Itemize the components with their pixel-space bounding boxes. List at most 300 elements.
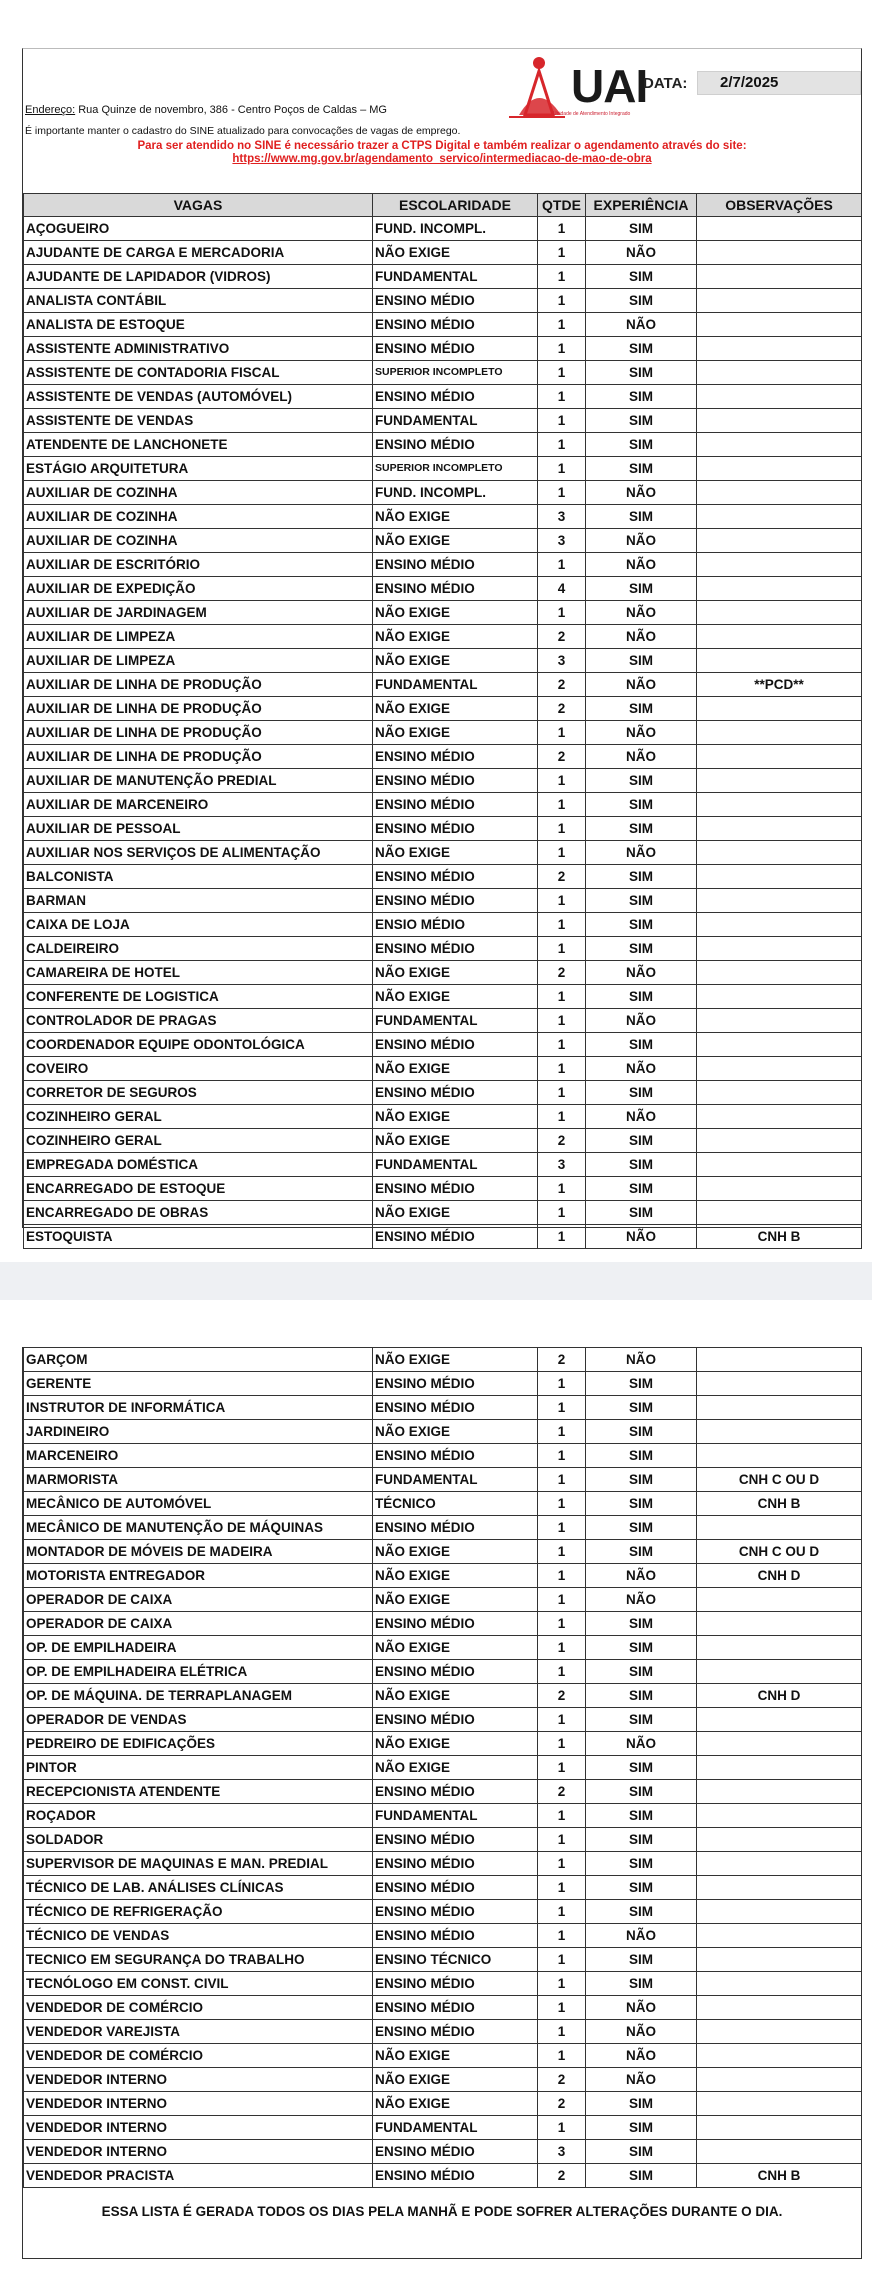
experience-cell: NÃO (586, 601, 697, 625)
table-row (24, 241, 862, 265)
table-row (24, 745, 862, 769)
job-title-cell: ESTOQUISTA (24, 1225, 373, 1249)
quantity-cell: 1 (538, 601, 586, 625)
table-row (24, 673, 862, 697)
education-cell: NÃO EXIGE (373, 1564, 538, 1588)
table-row (24, 649, 862, 673)
table-row (24, 1708, 862, 1732)
education-cell: ENSINO MÉDIO (373, 337, 538, 361)
education-cell: ENSINO MÉDIO (373, 1033, 538, 1057)
job-title-cell: COZINHEIRO GERAL (24, 1105, 373, 1129)
notes-cell (697, 1420, 862, 1444)
quantity-cell: 1 (538, 1804, 586, 1828)
education-cell: TÉCNICO (373, 1492, 538, 1516)
job-title-cell: AUXILIAR DE LINHA DE PRODUÇÃO (24, 745, 373, 769)
table-row (24, 1828, 862, 1852)
quantity-cell: 1 (538, 1105, 586, 1129)
table-row (24, 793, 862, 817)
quantity-cell: 1 (538, 1636, 586, 1660)
experience-cell: SIM (586, 409, 697, 433)
notes-cell (697, 1081, 862, 1105)
job-title-cell: ASSISTENTE ADMINISTRATIVO (24, 337, 373, 361)
table-row (24, 1081, 862, 1105)
alert-line: Para ser atendido no SINE é necessário trazer a CTPS Digital e também realizar o agendamento através do site: (137, 140, 747, 152)
notes-cell (697, 601, 862, 625)
notes-cell (697, 1828, 862, 1852)
quantity-cell: 1 (538, 553, 586, 577)
experience-cell: NÃO (586, 481, 697, 505)
table-row (24, 2164, 862, 2188)
table-row (24, 505, 862, 529)
experience-cell: SIM (586, 865, 697, 889)
quantity-cell: 2 (538, 625, 586, 649)
notes-cell (697, 1996, 862, 2020)
job-title-cell: ESTÁGIO ARQUITETURA (24, 457, 373, 481)
table-row (24, 1876, 862, 1900)
education-cell: ENSINO MÉDIO (373, 865, 538, 889)
quantity-cell: 1 (538, 2044, 586, 2068)
quantity-cell: 2 (538, 961, 586, 985)
experience-cell: SIM (586, 649, 697, 673)
notes-cell (697, 217, 862, 241)
notes-cell (697, 889, 862, 913)
notes-cell (697, 937, 862, 961)
quantity-cell: 1 (538, 2020, 586, 2044)
table-row (24, 1444, 862, 1468)
quantity-cell: 1 (538, 1924, 586, 1948)
notes-cell (697, 1033, 862, 1057)
footer-note: ESSA LISTA É GERADA TODOS OS DIAS PELA MANHÃ E PODE SOFRER ALTERAÇÕES DURANTE O DIA. (101, 2204, 783, 2219)
job-title-cell: VENDEDOR PRACISTA (24, 2164, 373, 2188)
job-title-cell: CONFERENTE DE LOGISTICA (24, 985, 373, 1009)
quantity-cell: 1 (538, 409, 586, 433)
notes-cell: CNH B (697, 1492, 862, 1516)
education-cell: FUNDAMENTAL (373, 1804, 538, 1828)
job-title-cell: ANALISTA DE ESTOQUE (24, 313, 373, 337)
quantity-cell: 2 (538, 2092, 586, 2116)
education-cell: SUPERIOR INCOMPLETO (373, 361, 538, 385)
notes-cell (697, 1105, 862, 1129)
education-cell: NÃO EXIGE (373, 1057, 538, 1081)
job-title-cell: MARCENEIRO (24, 1444, 373, 1468)
experience-cell: SIM (586, 937, 697, 961)
education-cell: NÃO EXIGE (373, 1636, 538, 1660)
job-title-cell: RECEPCIONISTA ATENDENTE (24, 1780, 373, 1804)
experience-cell: SIM (586, 1540, 697, 1564)
table-row (24, 1348, 862, 1372)
table-row (24, 1420, 862, 1444)
logo-text: UAI (571, 60, 648, 112)
quantity-cell: 3 (538, 505, 586, 529)
quantity-cell: 1 (538, 1996, 586, 2020)
experience-cell: NÃO (586, 553, 697, 577)
notes-cell (697, 1348, 862, 1372)
experience-cell: SIM (586, 769, 697, 793)
date-value: 2/7/2025 (697, 71, 861, 95)
education-cell: NÃO EXIGE (373, 2092, 538, 2116)
quantity-cell: 1 (538, 1900, 586, 1924)
table-row (24, 361, 862, 385)
job-title-cell: ROÇADOR (24, 1804, 373, 1828)
table-row (24, 1780, 862, 1804)
quantity-cell: 1 (538, 385, 586, 409)
table-header-row (24, 194, 862, 217)
education-cell: ENSINO MÉDIO (373, 1396, 538, 1420)
table-row (24, 1804, 862, 1828)
notes-cell (697, 1852, 862, 1876)
jobs-table-body (24, 217, 862, 1249)
header-observacoes: OBSERVAÇÕES (697, 194, 862, 217)
education-cell: ENSINO MÉDIO (373, 937, 538, 961)
education-cell: FUNDAMENTAL (373, 1468, 538, 1492)
notes-cell (697, 265, 862, 289)
education-cell: NÃO EXIGE (373, 985, 538, 1009)
notes-cell (697, 865, 862, 889)
job-title-cell: AUXILIAR DE MANUTENÇÃO PREDIAL (24, 769, 373, 793)
experience-cell: SIM (586, 1516, 697, 1540)
header-escolaridade: ESCOLARIDADE (373, 194, 538, 217)
education-cell: FUNDAMENTAL (373, 1009, 538, 1033)
notes-cell (697, 745, 862, 769)
quantity-cell: 1 (538, 1828, 586, 1852)
job-title-cell: VENDEDOR DE COMÉRCIO (24, 2044, 373, 2068)
job-title-cell: ASSISTENTE DE VENDAS (24, 409, 373, 433)
job-title-cell: CORRETOR DE SEGUROS (24, 1081, 373, 1105)
education-cell: SUPERIOR INCOMPLETO (373, 457, 538, 481)
education-cell: NÃO EXIGE (373, 625, 538, 649)
quantity-cell: 1 (538, 217, 586, 241)
education-cell: ENSINO TÉCNICO (373, 1948, 538, 1972)
experience-cell: SIM (586, 265, 697, 289)
table-row (24, 1948, 862, 1972)
quantity-cell: 3 (538, 1153, 586, 1177)
education-cell: NÃO EXIGE (373, 649, 538, 673)
education-cell: NÃO EXIGE (373, 1756, 538, 1780)
job-title-cell: GARÇOM (24, 1348, 373, 1372)
notes-cell (697, 1177, 862, 1201)
job-title-cell: OP. DE EMPILHADEIRA (24, 1636, 373, 1660)
job-title-cell: OPERADOR DE CAIXA (24, 1588, 373, 1612)
experience-cell: NÃO (586, 2020, 697, 2044)
quantity-cell: 2 (538, 697, 586, 721)
notes-cell (697, 769, 862, 793)
quantity-cell: 1 (538, 985, 586, 1009)
table-row (24, 1516, 862, 1540)
education-cell: ENSINO MÉDIO (373, 1444, 538, 1468)
header-qtde: QTDE (538, 194, 586, 217)
quantity-cell: 1 (538, 2116, 586, 2140)
table-row (24, 1057, 862, 1081)
job-title-cell: AJUDANTE DE CARGA E MERCADORIA (24, 241, 373, 265)
experience-cell: SIM (586, 1684, 697, 1708)
table-row (24, 721, 862, 745)
experience-cell: SIM (586, 1033, 697, 1057)
quantity-cell: 1 (538, 241, 586, 265)
quantity-cell: 1 (538, 1588, 586, 1612)
notes-cell (697, 385, 862, 409)
quantity-cell: 1 (538, 1948, 586, 1972)
quantity-cell: 1 (538, 889, 586, 913)
job-title-cell: SUPERVISOR DE MAQUINAS E MAN. PREDIAL (24, 1852, 373, 1876)
notes-cell (697, 313, 862, 337)
education-cell: ENSINO MÉDIO (373, 1612, 538, 1636)
job-title-cell: MECÂNICO DE MANUTENÇÃO DE MÁQUINAS (24, 1516, 373, 1540)
quantity-cell: 1 (538, 1516, 586, 1540)
quantity-cell: 1 (538, 361, 586, 385)
notes-cell (697, 1057, 862, 1081)
table-row (24, 2092, 862, 2116)
notes-cell (697, 1660, 862, 1684)
notes-cell (697, 1372, 862, 1396)
quantity-cell: 1 (538, 1057, 586, 1081)
experience-cell: SIM (586, 1177, 697, 1201)
experience-cell: NÃO (586, 2068, 697, 2092)
education-cell: NÃO EXIGE (373, 1201, 538, 1225)
experience-cell: NÃO (586, 1924, 697, 1948)
job-title-cell: MECÂNICO DE AUTOMÓVEL (24, 1492, 373, 1516)
notice-text: É importante manter o cadastro do SINE atualizado para convocações de vagas de emprego. (25, 125, 461, 137)
job-title-cell: AUXILIAR DE COZINHA (24, 505, 373, 529)
table-row (24, 1732, 862, 1756)
table-row (24, 1468, 862, 1492)
quantity-cell: 1 (538, 1708, 586, 1732)
notes-cell (697, 2116, 862, 2140)
table-row (24, 457, 862, 481)
education-cell: ENSINO MÉDIO (373, 433, 538, 457)
job-title-cell: INSTRUTOR DE INFORMÁTICA (24, 1396, 373, 1420)
quantity-cell: 1 (538, 793, 586, 817)
quantity-cell: 1 (538, 1540, 586, 1564)
experience-cell: SIM (586, 1153, 697, 1177)
experience-cell: NÃO (586, 745, 697, 769)
notes-cell (697, 1972, 862, 1996)
table-row (24, 2116, 862, 2140)
notes-cell (697, 2092, 862, 2116)
quantity-cell: 1 (538, 841, 586, 865)
notes-cell (697, 985, 862, 1009)
quantity-cell: 1 (538, 1009, 586, 1033)
education-cell: NÃO EXIGE (373, 1588, 538, 1612)
notes-cell: CNH B (697, 1225, 862, 1249)
job-title-cell: VENDEDOR VAREJISTA (24, 2020, 373, 2044)
experience-cell: SIM (586, 1972, 697, 1996)
notes-cell (697, 433, 862, 457)
education-cell: ENSINO MÉDIO (373, 793, 538, 817)
experience-cell: NÃO (586, 313, 697, 337)
quantity-cell: 1 (538, 1033, 586, 1057)
job-title-cell: OPERADOR DE VENDAS (24, 1708, 373, 1732)
table-row (24, 865, 862, 889)
quantity-cell: 1 (538, 1732, 586, 1756)
experience-cell: NÃO (586, 1009, 697, 1033)
quantity-cell: 1 (538, 1225, 586, 1249)
education-cell: ENSINO MÉDIO (373, 1924, 538, 1948)
experience-cell: SIM (586, 1900, 697, 1924)
education-cell: ENSINO MÉDIO (373, 385, 538, 409)
address-label: Endereço: (25, 104, 76, 116)
table-row (24, 1225, 862, 1249)
table-row (24, 2044, 862, 2068)
education-cell: NÃO EXIGE (373, 1105, 538, 1129)
alert-text (23, 140, 861, 166)
experience-cell: SIM (586, 1201, 697, 1225)
job-title-cell: MARMORISTA (24, 1468, 373, 1492)
experience-cell: SIM (586, 1660, 697, 1684)
job-title-cell: TÉCNICO DE LAB. ANÁLISES CLÍNICAS (24, 1876, 373, 1900)
table-row (24, 601, 862, 625)
notes-cell (697, 1804, 862, 1828)
table-row (24, 409, 862, 433)
header-experiencia: EXPERIÊNCIA (586, 194, 697, 217)
education-cell: FUNDAMENTAL (373, 265, 538, 289)
job-title-cell: AUXILIAR NOS SERVIÇOS DE ALIMENTAÇÃO (24, 841, 373, 865)
table-row (24, 1636, 862, 1660)
experience-cell: SIM (586, 1756, 697, 1780)
job-title-cell: CALDEIREIRO (24, 937, 373, 961)
notes-cell (697, 409, 862, 433)
education-cell: FUNDAMENTAL (373, 673, 538, 697)
quantity-cell: 1 (538, 1468, 586, 1492)
education-cell: ENSINO MÉDIO (373, 2140, 538, 2164)
experience-cell: SIM (586, 2164, 697, 2188)
quantity-cell: 1 (538, 1492, 586, 1516)
quantity-cell: 1 (538, 1444, 586, 1468)
notes-cell (697, 1780, 862, 1804)
notes-cell (697, 1708, 862, 1732)
experience-cell: SIM (586, 1612, 697, 1636)
table-row (24, 1756, 862, 1780)
experience-cell: SIM (586, 1948, 697, 1972)
education-cell: FUNDAMENTAL (373, 1153, 538, 1177)
notes-cell (697, 505, 862, 529)
notes-cell (697, 337, 862, 361)
job-title-cell: AUXILIAR DE MARCENEIRO (24, 793, 373, 817)
experience-cell: SIM (586, 697, 697, 721)
job-title-cell: COVEIRO (24, 1057, 373, 1081)
job-title-cell: COZINHEIRO GERAL (24, 1129, 373, 1153)
experience-cell: NÃO (586, 529, 697, 553)
job-list-page-1 (22, 48, 862, 1244)
job-title-cell: VENDEDOR INTERNO (24, 2068, 373, 2092)
experience-cell: SIM (586, 985, 697, 1009)
job-title-cell: ENCARREGADO DE ESTOQUE (24, 1177, 373, 1201)
notes-cell (697, 1009, 862, 1033)
experience-cell: SIM (586, 1129, 697, 1153)
table-row (24, 697, 862, 721)
notes-cell (697, 2068, 862, 2092)
job-title-cell: TÉCNICO DE VENDAS (24, 1924, 373, 1948)
table-row (24, 1492, 862, 1516)
notes-cell (697, 649, 862, 673)
job-title-cell: CAIXA DE LOJA (24, 913, 373, 937)
education-cell: ENSINO MÉDIO (373, 1852, 538, 1876)
header-vagas: VAGAS (24, 194, 373, 217)
job-title-cell: AUXILIAR DE COZINHA (24, 481, 373, 505)
education-cell: ENSINO MÉDIO (373, 2164, 538, 2188)
education-cell: ENSINO MÉDIO (373, 313, 538, 337)
quantity-cell: 1 (538, 721, 586, 745)
job-title-cell: AUXILIAR DE LIMPEZA (24, 649, 373, 673)
table-row (24, 1900, 862, 1924)
quantity-cell: 2 (538, 745, 586, 769)
education-cell: ENSINO MÉDIO (373, 2020, 538, 2044)
scheduling-link[interactable]: https://www.mg.gov.br/agendamento_servico/intermediacao-de-mao-de-obra (232, 153, 652, 165)
experience-cell: NÃO (586, 673, 697, 697)
table-row (24, 1852, 862, 1876)
notes-cell (697, 721, 862, 745)
education-cell: ENSINO MÉDIO (373, 1660, 538, 1684)
education-cell: ENSINO MÉDIO (373, 1225, 538, 1249)
experience-cell: SIM (586, 889, 697, 913)
job-title-cell: AJUDANTE DE LAPIDADOR (VIDROS) (24, 265, 373, 289)
education-cell: FUND. INCOMPL. (373, 217, 538, 241)
experience-cell: SIM (586, 1372, 697, 1396)
job-title-cell: CAMAREIRA DE HOTEL (24, 961, 373, 985)
experience-cell: SIM (586, 1492, 697, 1516)
quantity-cell: 1 (538, 937, 586, 961)
job-title-cell: SOLDADOR (24, 1828, 373, 1852)
table-row (24, 1924, 862, 1948)
experience-cell: SIM (586, 1444, 697, 1468)
table-row (24, 1588, 862, 1612)
table-row (24, 553, 862, 577)
table-row (24, 1105, 862, 1129)
education-cell: ENSINO MÉDIO (373, 577, 538, 601)
notes-cell: CNH D (697, 1564, 862, 1588)
education-cell: NÃO EXIGE (373, 961, 538, 985)
notes-cell (697, 1900, 862, 1924)
address-value: Rua Quinze de novembro, 386 - Centro Poços de Caldas – MG (75, 104, 387, 116)
education-cell: NÃO EXIGE (373, 241, 538, 265)
quantity-cell: 1 (538, 433, 586, 457)
experience-cell: SIM (586, 385, 697, 409)
job-title-cell: ASSISTENTE DE CONTADORIA FISCAL (24, 361, 373, 385)
quantity-cell: 1 (538, 289, 586, 313)
job-title-cell: ASSISTENTE DE VENDAS (AUTOMÓVEL) (24, 385, 373, 409)
quantity-cell: 1 (538, 1201, 586, 1225)
table-row (24, 625, 862, 649)
job-title-cell: VENDEDOR INTERNO (24, 2116, 373, 2140)
experience-cell: SIM (586, 1708, 697, 1732)
education-cell: NÃO EXIGE (373, 1540, 538, 1564)
table-row (24, 841, 862, 865)
notes-cell (697, 1948, 862, 1972)
table-row (24, 529, 862, 553)
jobs-table-page-2 (23, 1347, 862, 2188)
table-row (24, 985, 862, 1009)
table-row (24, 1129, 862, 1153)
document-header (23, 49, 861, 193)
table-row (24, 265, 862, 289)
job-title-cell: BARMAN (24, 889, 373, 913)
job-title-cell: PEDREIRO DE EDIFICAÇÕES (24, 1732, 373, 1756)
notes-cell (697, 697, 862, 721)
education-cell: ENSINO MÉDIO (373, 1900, 538, 1924)
notes-cell (697, 241, 862, 265)
job-title-cell: AUXILIAR DE PESSOAL (24, 817, 373, 841)
experience-cell: NÃO (586, 1732, 697, 1756)
jobs-table-page-1 (23, 193, 862, 1249)
education-cell: ENSINO MÉDIO (373, 1081, 538, 1105)
job-title-cell: AUXILIAR DE LIMPEZA (24, 625, 373, 649)
experience-cell: SIM (586, 913, 697, 937)
job-title-cell: TECNÓLOGO EM CONST. CIVIL (24, 1972, 373, 1996)
experience-cell: NÃO (586, 1348, 697, 1372)
notes-cell (697, 1756, 862, 1780)
education-cell: ENSINO MÉDIO (373, 817, 538, 841)
notes-cell (697, 1516, 862, 1540)
quantity-cell: 1 (538, 1396, 586, 1420)
